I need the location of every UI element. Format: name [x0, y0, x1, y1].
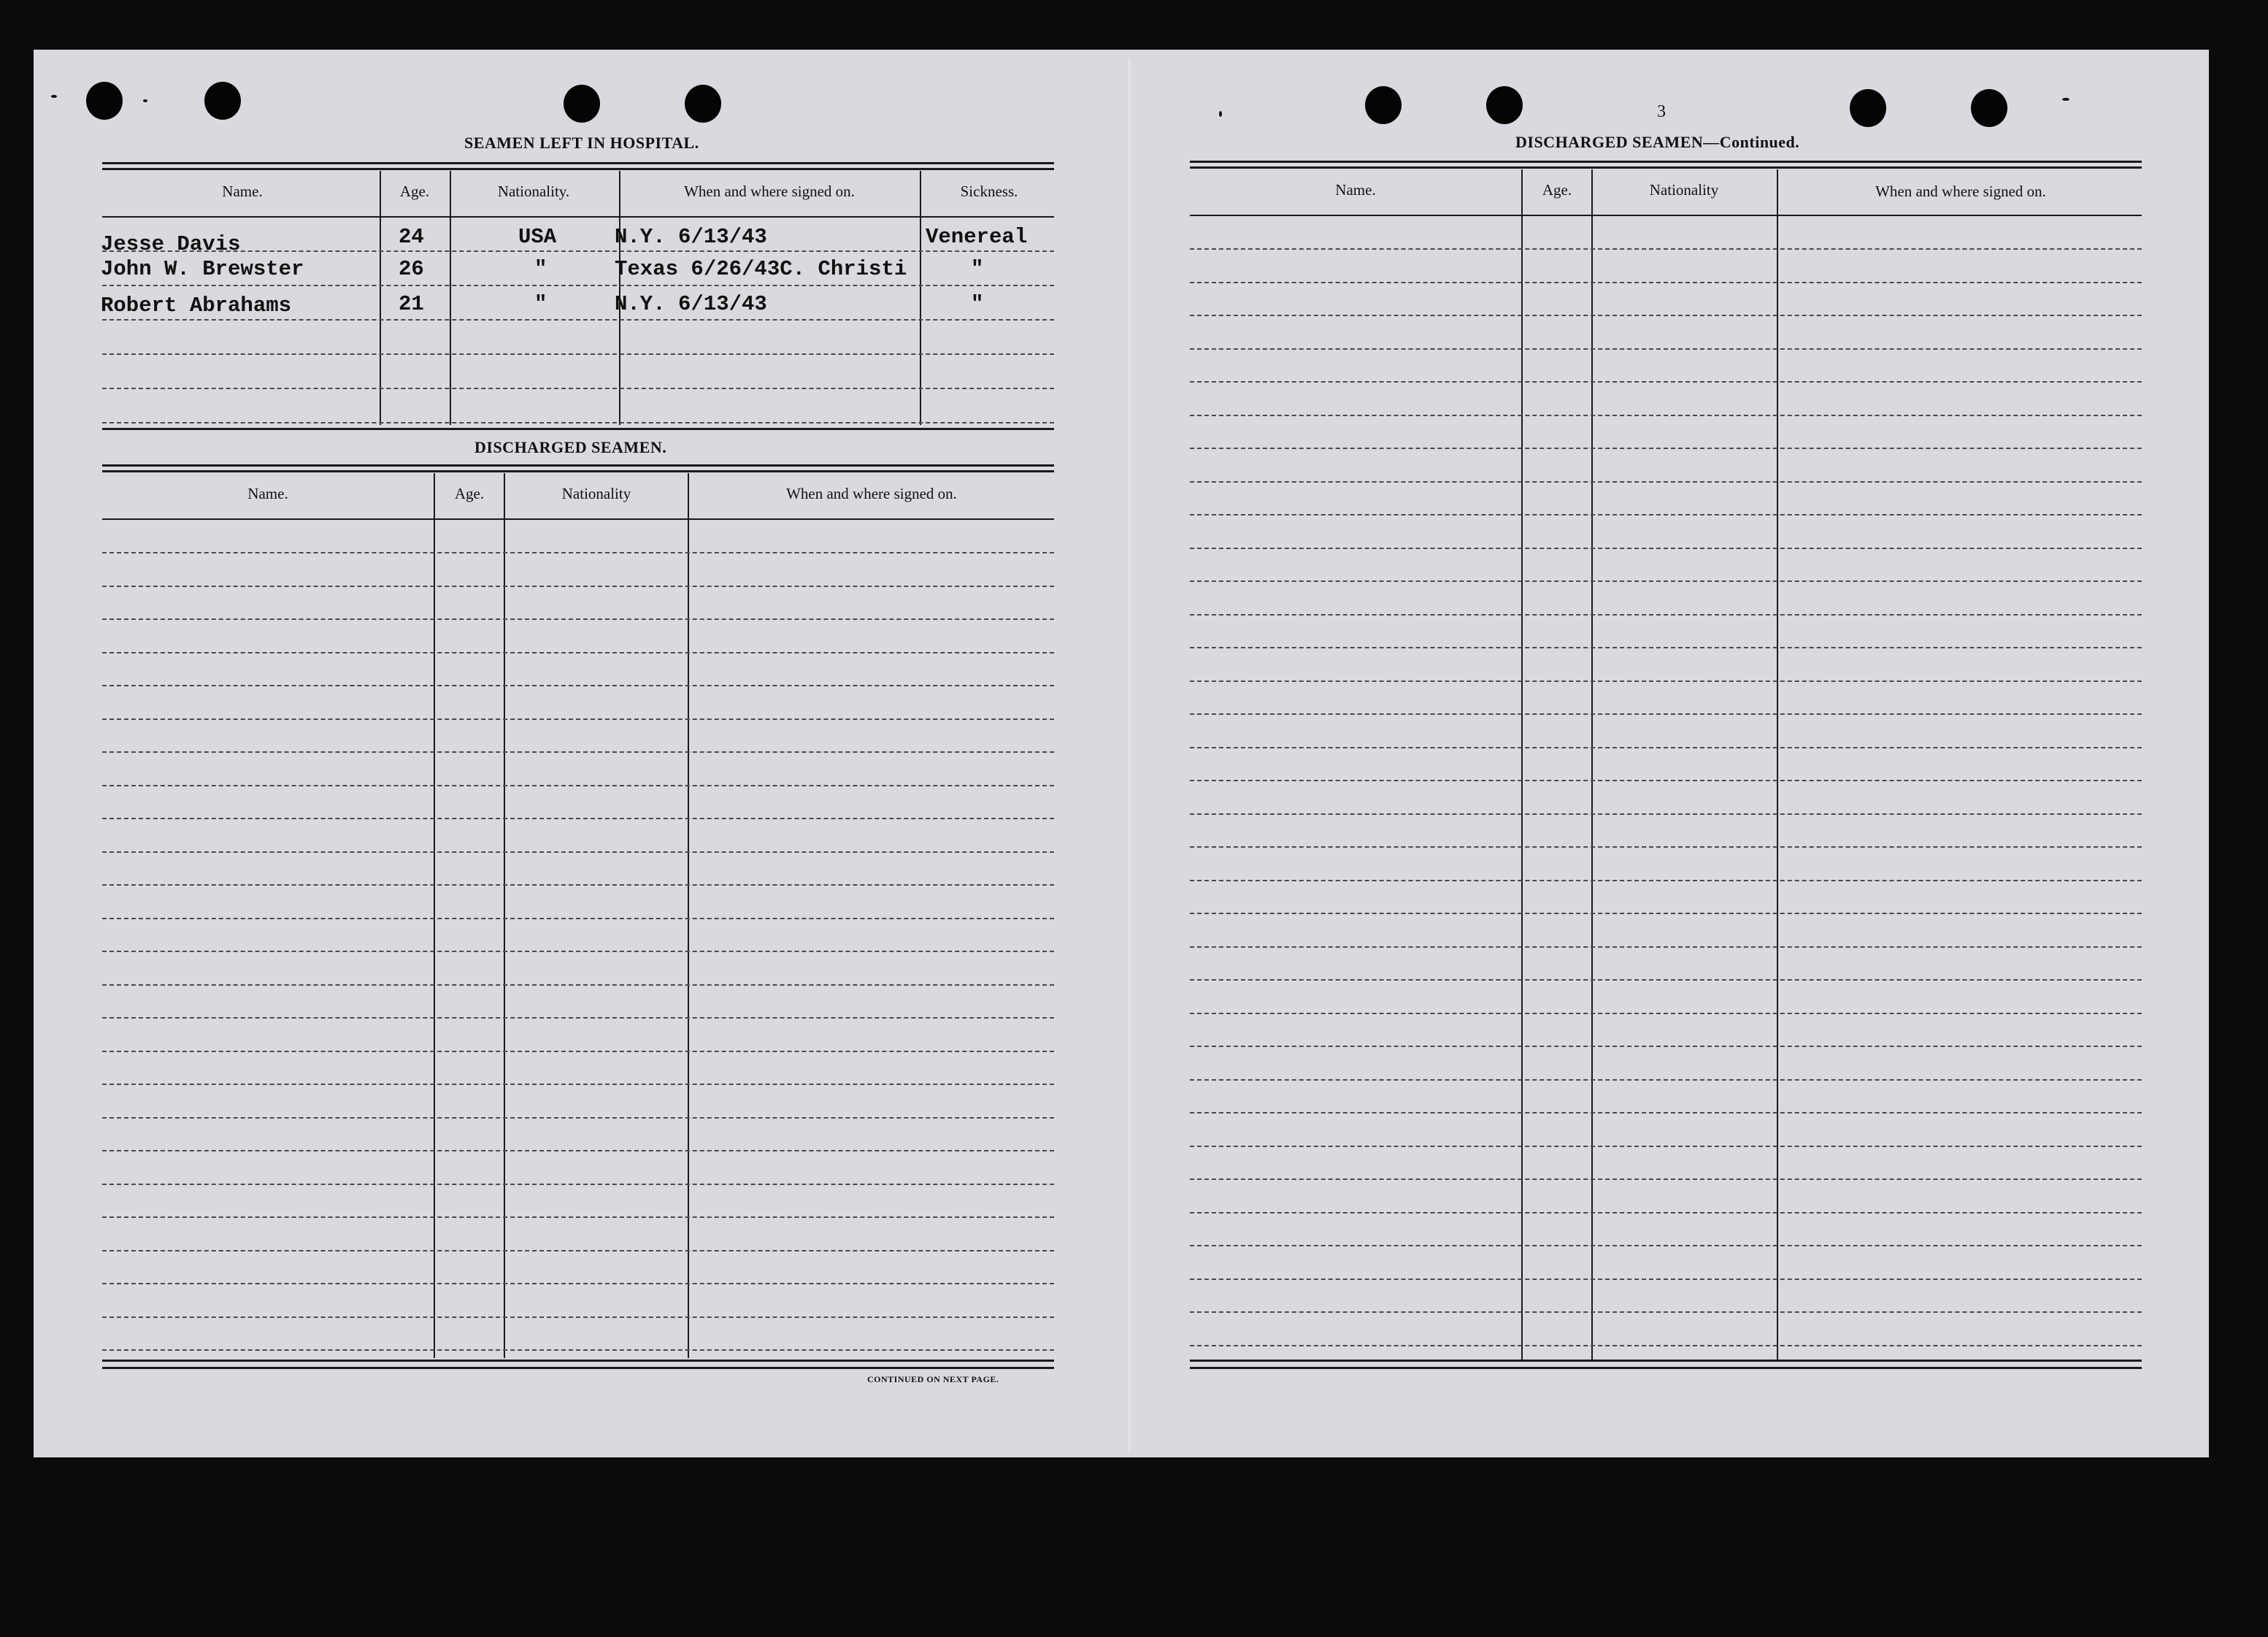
header-rule	[1190, 215, 2142, 216]
rule	[102, 470, 1054, 472]
row-line	[102, 353, 1054, 355]
right-header-nationality: Nationality	[1649, 181, 1719, 199]
hospital-row-signed-on: N.Y. 6/13/43	[615, 292, 767, 316]
rule	[102, 168, 1054, 170]
hospital-header-name: Name.	[222, 183, 263, 200]
page-number: 3	[1657, 102, 1666, 121]
binder-hole	[1850, 89, 1886, 127]
row-line	[1190, 315, 2142, 316]
binder-hole	[1365, 86, 1402, 124]
row-line	[102, 1117, 1054, 1119]
hospital-row-name: Robert Abrahams	[101, 294, 292, 318]
row-line	[1190, 1013, 2142, 1014]
hospital-header-signed-on: When and where signed on.	[684, 183, 855, 200]
row-line	[1190, 780, 2142, 781]
speck	[1219, 111, 1222, 117]
row-line	[102, 552, 1054, 553]
binder-hole	[1971, 89, 2007, 127]
row-line	[102, 1150, 1054, 1151]
rule	[1190, 161, 2142, 163]
row-line	[1190, 448, 2142, 449]
row-line	[1190, 979, 2142, 981]
hospital-header-nationality: Nationality.	[497, 183, 570, 200]
discharged-header-signed-on: When and where signed on.	[786, 485, 957, 502]
row-line	[1190, 946, 2142, 948]
column-divider	[434, 473, 435, 1358]
discharged-header-name: Name.	[247, 485, 288, 502]
right-header-name: Name.	[1335, 181, 1376, 199]
row-line	[102, 1216, 1054, 1218]
row-line	[102, 586, 1054, 587]
rule	[102, 1367, 1054, 1369]
row-line	[102, 884, 1054, 886]
speck	[143, 99, 147, 102]
row-line	[102, 1051, 1054, 1052]
row-line	[1190, 614, 2142, 616]
row-line	[1190, 348, 2142, 350]
rule	[1190, 166, 2142, 169]
hospital-section-title: SEAMEN LEFT IN HOSPITAL.	[464, 134, 699, 152]
row-line	[1190, 1112, 2142, 1113]
row-line	[1190, 913, 2142, 914]
row-line	[102, 1349, 1054, 1351]
row-line	[1190, 681, 2142, 682]
row-line	[1190, 747, 2142, 748]
right-header-signed-on: When and where signed on.	[1875, 183, 2046, 200]
row-line	[1190, 1046, 2142, 1047]
rule	[1190, 1367, 2142, 1369]
discharged-section-title: DISCHARGED SEAMEN.	[474, 438, 667, 456]
row-line	[1190, 1212, 2142, 1214]
row-line	[102, 785, 1054, 786]
hospital-row-name: John W. Brewster	[101, 257, 304, 281]
row-line	[102, 851, 1054, 853]
header-rule	[102, 518, 1054, 520]
row-line	[1190, 1146, 2142, 1147]
row-line	[1190, 1079, 2142, 1081]
row-line	[102, 1017, 1054, 1019]
row-line	[102, 1184, 1054, 1185]
header-rule	[102, 216, 1054, 218]
row-line	[1190, 580, 2142, 582]
hospital-row-age: 21	[399, 292, 424, 316]
hospital-row-age: 24	[399, 225, 424, 249]
hospital-row-sickness: Venereal	[926, 225, 1028, 249]
page-fold	[1128, 58, 1131, 1453]
column-divider	[688, 473, 689, 1358]
hospital-row-signed-on: Texas 6/26/43C. Christi	[615, 257, 907, 281]
row-line	[1190, 1178, 2142, 1180]
hospital-header-sickness: Sickness.	[960, 183, 1018, 200]
row-line	[1190, 1245, 2142, 1246]
speck	[51, 95, 57, 98]
row-line	[102, 1283, 1054, 1284]
row-line	[1190, 880, 2142, 881]
discharged-header-age: Age.	[454, 485, 485, 502]
row-line	[102, 1316, 1054, 1318]
row-line	[1190, 1278, 2142, 1280]
row-line	[102, 951, 1054, 952]
row-line	[1190, 647, 2142, 648]
row-line	[1190, 514, 2142, 515]
row-line	[102, 751, 1054, 753]
binder-hole	[1486, 86, 1523, 124]
row-line	[102, 388, 1054, 389]
rule	[102, 428, 1054, 430]
continued-note: CONTINUED ON NEXT PAGE.	[867, 1374, 999, 1384]
row-line	[102, 818, 1054, 819]
hospital-row-sickness: "	[971, 257, 984, 281]
row-line	[102, 1250, 1054, 1251]
row-line	[102, 685, 1054, 686]
hospital-row-nationality: "	[534, 292, 547, 316]
row-line	[102, 422, 1054, 423]
binder-hole	[86, 82, 123, 120]
column-divider	[450, 171, 451, 425]
row-line	[102, 285, 1054, 286]
row-line	[102, 618, 1054, 620]
hospital-row-signed-on: N.Y. 6/13/43	[615, 225, 767, 249]
hospital-row-sickness: "	[971, 292, 984, 316]
row-line	[1190, 248, 2142, 250]
binder-hole	[564, 85, 600, 123]
hospital-row-name: Jesse Davis	[101, 232, 241, 256]
hospital-header-age: Age.	[399, 183, 430, 200]
column-divider	[380, 171, 381, 425]
row-line	[102, 250, 1054, 252]
row-line	[1190, 282, 2142, 283]
row-line	[102, 984, 1054, 986]
rule	[102, 1360, 1054, 1362]
column-divider	[504, 473, 505, 1358]
row-line	[1190, 713, 2142, 715]
rule	[1190, 1360, 2142, 1362]
row-line	[1190, 548, 2142, 549]
discharged-continued-title: DISCHARGED SEAMEN—Continued.	[1515, 133, 1800, 151]
hospital-row-nationality: "	[534, 257, 547, 281]
hospital-row-age: 26	[399, 257, 424, 281]
right-header-age: Age.	[1542, 181, 1572, 199]
row-line	[102, 652, 1054, 653]
binder-hole	[204, 82, 241, 120]
row-line	[102, 319, 1054, 321]
row-line	[1190, 415, 2142, 416]
row-line	[1190, 381, 2142, 383]
row-line	[1190, 1345, 2142, 1346]
speck	[2062, 98, 2069, 101]
row-line	[102, 718, 1054, 720]
row-line	[102, 918, 1054, 919]
discharged-header-nationality: Nationality	[561, 485, 631, 502]
hospital-row-nationality: USA	[518, 225, 557, 249]
row-line	[102, 1084, 1054, 1085]
row-line	[1190, 846, 2142, 848]
row-line	[1190, 481, 2142, 483]
rule	[102, 162, 1054, 164]
binder-hole	[685, 85, 721, 123]
row-line	[1190, 813, 2142, 815]
row-line	[1190, 1311, 2142, 1313]
column-divider	[920, 171, 921, 425]
rule	[102, 464, 1054, 467]
